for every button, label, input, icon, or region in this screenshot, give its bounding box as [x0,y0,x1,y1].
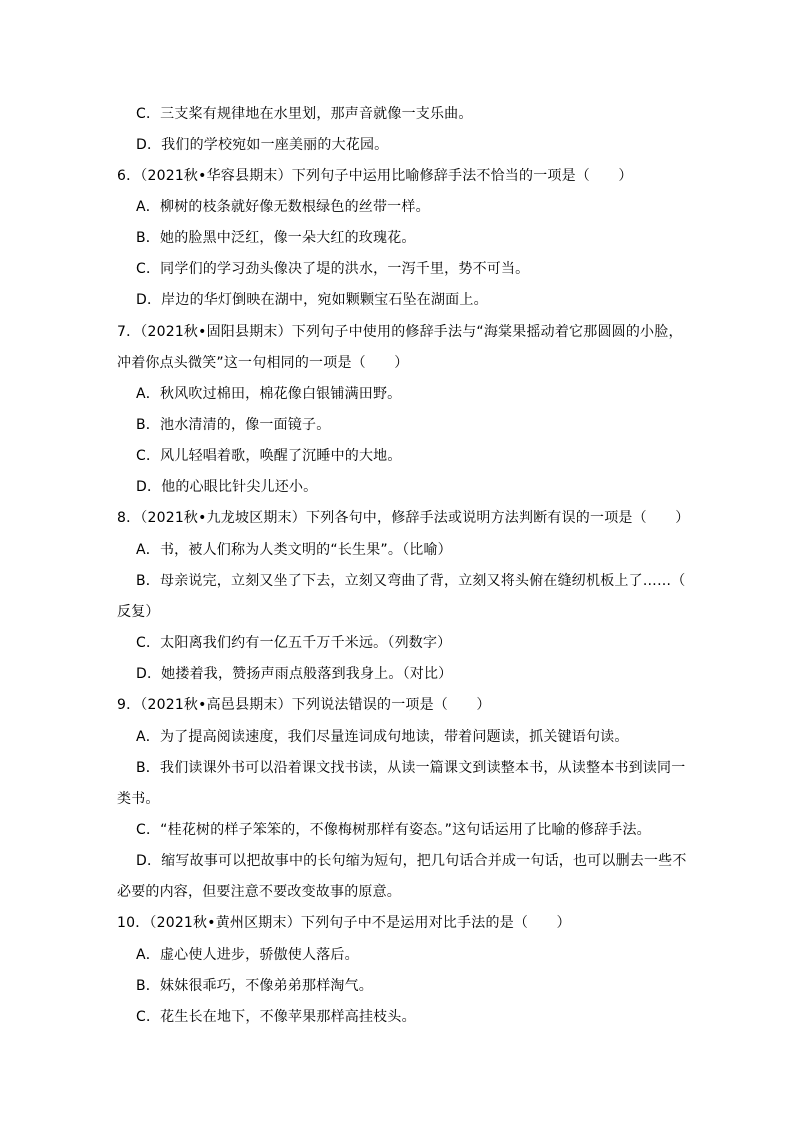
question-6-option-d: D．岸边的华灯倒映在湖中，宛如颗颗宝石坠在湖面上。 [136,292,488,308]
question-9-option-b-line-1: B．我们读课外书可以沿着课文找书读，从读一篇课文到读整本书，从读整本书到读同一 [136,760,686,776]
question-10-option-b: B．妹妹很乖巧，不像弟弟那样淘气。 [136,978,374,994]
question-8-option-b-line-1: B．母亲说完，立刻又坐了下去，立刻又弯曲了背，立刻又将头俯在缝纫机板上了……（ [136,573,686,589]
question-7-option-b: B．池水清清的，像一面镜子。 [136,417,331,433]
question-9-option-a: A．为了提高阅读速度，我们尽量连词成句地读，带着问题读，抓关键语句读。 [136,729,629,745]
prev-question-option-c: C．三支桨有规律地在水里划，那声音就像一支乐曲。 [136,106,473,122]
question-9-option-c: C．“桂花树的样子笨笨的，不像梅树那样有姿态。”这句话运用了比喻的修辞手法。 [136,822,651,838]
question-8-option-b-line-2: 反复） [117,604,160,620]
question-10-stem: 10．（2021秋•黄州区期末）下列句子中不是运用对比手法的是（ ） [117,915,571,931]
question-9-option-b-line-2: 类书。 [117,791,160,807]
question-7-option-c: C．风儿轻唱着歌，唤醒了沉睡中的大地。 [136,448,402,464]
question-6-option-a: A．柳树的枝条就好像无数根绿色的丝带一样。 [136,199,430,215]
question-9-stem: 9．（2021秋•高邑县期末）下列说法错误的一项是（ ） [117,697,491,713]
question-7-option-a: A．秋风吹过棉田，棉花像白银铺满田野。 [136,386,402,402]
question-7-stem-line-1: 7．（2021秋•固阳县期末）下列句子中使用的修辞手法与“海棠果摇动着它那圆圆的小脸， [117,324,683,340]
question-8-option-a: A．书，被人们称为人类文明的“长生果”。（比喻） [136,542,452,558]
question-9-option-d-line-2: 必要的内容，但要注意不要改变故事的原意。 [117,884,401,900]
question-6-option-c: C．同学们的学习劲头像决了堤的洪水，一泻千里，势不可当。 [136,261,530,277]
question-10-option-a: A．虚心使人进步，骄傲使人落后。 [136,947,359,963]
question-8-option-d: D．她搂着我，赞扬声雨点般落到我身上。（对比） [136,666,453,682]
question-9-option-d-line-1: D．缩写故事可以把故事中的长句缩为短句，把几句话合并成一句话，也可以删去一些不 [136,853,687,869]
question-6-option-b: B．她的脸黑中泛红，像一朵大红的玫瑰花。 [136,230,416,246]
question-7-stem-line-2: 冲着你点头微笑”这一句相同的一项是（ ） [117,355,409,371]
question-8-stem: 8．（2021秋•九龙坡区期末）下列各句中，修辞手法或说明方法判断有误的一项是（ ） [117,510,690,526]
question-10-option-c: C．花生长在地下，不像苹果那样高挂枝头。 [136,1009,416,1025]
question-8-option-c: C．太阳离我们约有一亿五千万千米远。（列数字） [136,635,452,651]
prev-question-option-d: D．我们的学校宛如一座美丽的大花园。 [136,137,389,153]
question-6-stem: 6．（2021秋•华容县期末）下列句子中运用比喻修辞手法不恰当的一项是（ ） [117,168,633,184]
question-7-option-d: D．他的心眼比针尖儿还小。 [136,479,318,495]
